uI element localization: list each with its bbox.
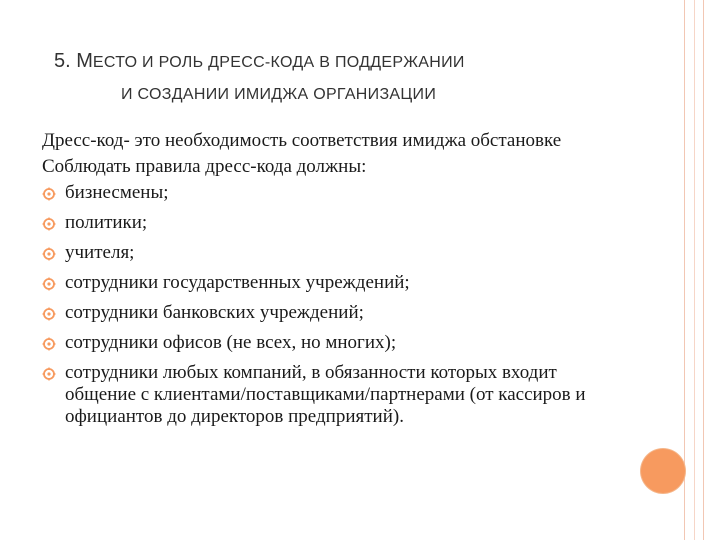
list-item: [42, 272, 632, 294]
title-line-1-rest: ЕСТО И РОЛЬ ДРЕСС-КОДА В ПОДДЕРЖАНИИ: [92, 54, 465, 71]
open-circle-bullet-icon: [42, 187, 56, 201]
list-item: [42, 362, 632, 428]
list-item-text: учителя;: [65, 242, 135, 263]
open-circle-bullet-icon: [42, 307, 56, 321]
definition-paragraph: Дресс-код- это необходимость соответствия имиджа обстановке: [42, 130, 562, 151]
list-item-text: сотрудники офисов (не всех, но многих);: [65, 332, 397, 353]
slide-title: [44, 44, 644, 112]
open-circle-bullet-icon: [42, 367, 56, 381]
list-item: [42, 242, 632, 264]
list-item-text: сотрудники любых компаний, в обязанности которых входит общение с клиентами/поставщиками/партнерами (от кассиров и официантов до директоров предприятий).: [65, 362, 586, 427]
open-circle-bullet-icon: [42, 277, 56, 291]
decorative-side-line: [694, 0, 695, 540]
open-circle-bullet-icon: [42, 247, 56, 261]
title-first-letter: М: [76, 50, 93, 72]
decorative-orange-circle: [641, 449, 685, 493]
title-line-1: [44, 44, 644, 80]
list-item-text: сотрудники банковских учреждений;: [65, 302, 364, 323]
title-number: 5.: [54, 50, 77, 72]
intro-paragraph: Соблюдать правила дресс-кода должны:: [42, 156, 367, 177]
list-item: [42, 332, 632, 354]
open-circle-bullet-icon: [42, 337, 56, 351]
title-line-2: И СОЗДАНИИ ИМИДЖА ОРГАНИЗАЦИИ: [121, 86, 437, 103]
list-item-text: сотрудники государственных учреждений;: [65, 272, 410, 293]
list-item: [42, 212, 632, 234]
open-circle-bullet-icon: [42, 217, 56, 231]
list-item: [42, 182, 632, 204]
list-item: [42, 302, 632, 324]
list-item-text: политики;: [65, 212, 148, 233]
list-item-text: бизнесмены;: [65, 182, 169, 203]
slide-body: [42, 130, 632, 428]
bullet-list: [42, 182, 632, 428]
